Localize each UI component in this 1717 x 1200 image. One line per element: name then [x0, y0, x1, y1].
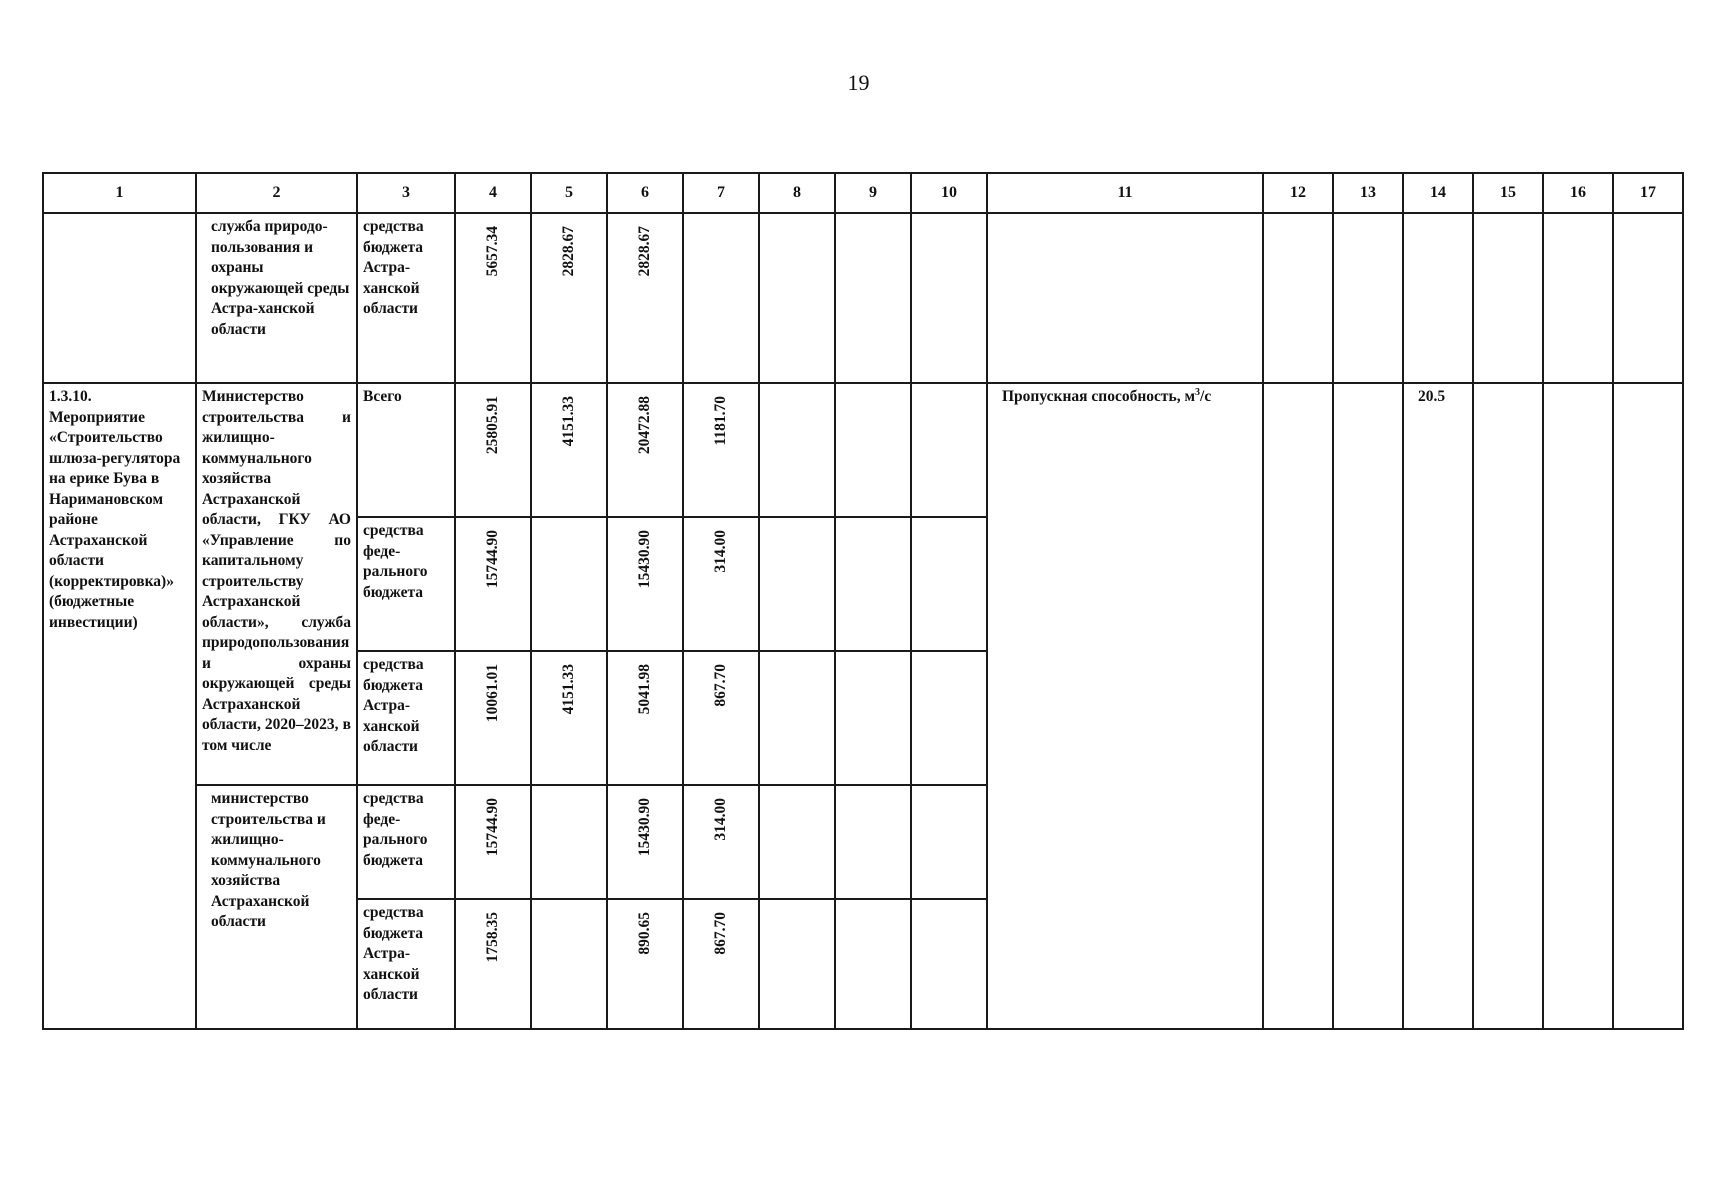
cell — [531, 785, 607, 899]
col-header: 2 — [196, 173, 357, 213]
value-text: 15744.90 — [484, 530, 501, 589]
budget-table — [42, 172, 1684, 1030]
value-cell — [683, 517, 759, 651]
value-cell — [607, 383, 683, 517]
cell — [531, 517, 607, 651]
col-header: 12 — [1263, 173, 1333, 213]
value-text: 1758.35 — [484, 912, 501, 963]
cell — [1543, 383, 1613, 1029]
cell — [987, 213, 1263, 383]
value-text: 2828.67 — [560, 226, 577, 277]
col-header: 10 — [911, 173, 987, 213]
indicator-cell — [987, 383, 1263, 1029]
cell — [759, 785, 835, 899]
indicator-sup: 3 — [1195, 386, 1201, 398]
cell — [835, 213, 911, 383]
cell — [531, 899, 607, 1029]
cell — [1473, 383, 1543, 1029]
funding-source-cell: средства феде-рального бюджета — [357, 785, 455, 899]
value-cell — [683, 785, 759, 899]
col-header: 4 — [455, 173, 531, 213]
value-text: 10061.01 — [484, 664, 501, 723]
value-cell — [455, 651, 531, 785]
cell — [1543, 213, 1613, 383]
value-cell — [531, 383, 607, 517]
value-text: 15430.90 — [636, 530, 653, 589]
table-row — [43, 213, 1683, 383]
value-cell — [607, 651, 683, 785]
page-number: 19 — [847, 70, 870, 95]
cell — [1613, 213, 1683, 383]
cell — [43, 213, 196, 383]
cell — [911, 517, 987, 651]
funding-source-cell: средства бюджета Астра-ханской области — [357, 899, 455, 1029]
cell — [759, 383, 835, 517]
value-cell — [531, 651, 607, 785]
cell — [759, 899, 835, 1029]
cell — [911, 651, 987, 785]
cell — [911, 785, 987, 899]
value-text: 15430.90 — [636, 798, 653, 857]
cell — [835, 517, 911, 651]
cell — [1473, 213, 1543, 383]
cell — [1333, 383, 1403, 1029]
cell — [1403, 213, 1473, 383]
value-text: 5657.34 — [484, 226, 501, 277]
col-header: 9 — [835, 173, 911, 213]
funding-source-cell: средства бюджета Астра-ханской области — [357, 651, 455, 785]
col-header: 17 — [1613, 173, 1683, 213]
col-header: 8 — [759, 173, 835, 213]
col-header: 13 — [1333, 173, 1403, 213]
cell — [683, 213, 759, 383]
value-text: 15744.90 — [484, 798, 501, 857]
cell — [759, 651, 835, 785]
cell — [835, 785, 911, 899]
funding-source-cell: средства феде-рального бюджета — [357, 517, 455, 651]
cell — [911, 383, 987, 517]
value-cell — [607, 785, 683, 899]
value-text: 314.00 — [712, 798, 729, 841]
header-row — [43, 173, 1683, 213]
col-header: 16 — [1543, 173, 1613, 213]
indicator-text: Пропускная способность, м — [1002, 388, 1196, 405]
value-cell — [607, 899, 683, 1029]
cell — [835, 899, 911, 1029]
value-text: 890.65 — [636, 912, 653, 955]
col-header: 11 — [987, 173, 1263, 213]
value-cell — [455, 785, 531, 899]
funding-source-cell: Всего — [357, 383, 455, 517]
col-header: 5 — [531, 173, 607, 213]
value-cell — [531, 213, 607, 383]
value-text: 1181.70 — [712, 396, 729, 446]
cell — [1263, 213, 1333, 383]
value-cell — [455, 517, 531, 651]
cell — [759, 213, 835, 383]
value-text: 2828.67 — [636, 226, 653, 277]
col-header: 6 — [607, 173, 683, 213]
target-value-cell: 20.5 — [1403, 383, 1473, 1029]
executor-cell: министерство строительства и жилищно-коммунального хозяйства Астраханской области — [196, 785, 357, 1029]
executor-cell: служба природо-пользования и охраны окружающей среды Астра-ханской области — [196, 213, 357, 383]
cell — [911, 899, 987, 1029]
cell — [759, 517, 835, 651]
value-cell — [455, 383, 531, 517]
funding-source-cell: средства бюджета Астра-ханской области — [357, 213, 455, 383]
value-text: 867.70 — [712, 664, 729, 707]
value-text: 4151.33 — [560, 396, 577, 447]
executor-cell: Министерство строительства и жилищно-коммунального хозяйства Астраханской области, ГКУ АО «Управление по капитальному строительству Астраханской области», служба природопользования и охраны окружающей среды Астраханской области, 2020–2023, в том числе — [196, 383, 357, 785]
col-header: 14 — [1403, 173, 1473, 213]
cell — [911, 213, 987, 383]
cell — [835, 383, 911, 517]
value-text: 867.70 — [712, 912, 729, 955]
col-header: 3 — [357, 173, 455, 213]
value-cell — [607, 517, 683, 651]
value-cell — [455, 213, 531, 383]
table-row — [43, 383, 1683, 517]
cell — [835, 651, 911, 785]
value-cell — [683, 383, 759, 517]
col-header: 15 — [1473, 173, 1543, 213]
value-text: 20472.88 — [636, 396, 653, 455]
value-cell — [683, 899, 759, 1029]
cell — [1613, 383, 1683, 1029]
value-cell — [607, 213, 683, 383]
value-text: 314.00 — [712, 530, 729, 573]
value-text: 4151.33 — [560, 664, 577, 715]
value-text: 25805.91 — [484, 396, 501, 455]
indicator-unit: /с — [1200, 388, 1212, 405]
cell — [1263, 383, 1333, 1029]
col-header: 7 — [683, 173, 759, 213]
value-cell — [455, 899, 531, 1029]
activity-cell: 1.3.10. Мероприятие «Строительство шлюза-регулятора на ерике Бува в Наримановском районе Астраханской области (корректировка)» (бюджетные инвестиции) — [43, 383, 196, 1029]
cell — [1333, 213, 1403, 383]
col-header: 1 — [43, 173, 196, 213]
value-text: 5041.98 — [636, 664, 653, 715]
value-cell — [683, 651, 759, 785]
